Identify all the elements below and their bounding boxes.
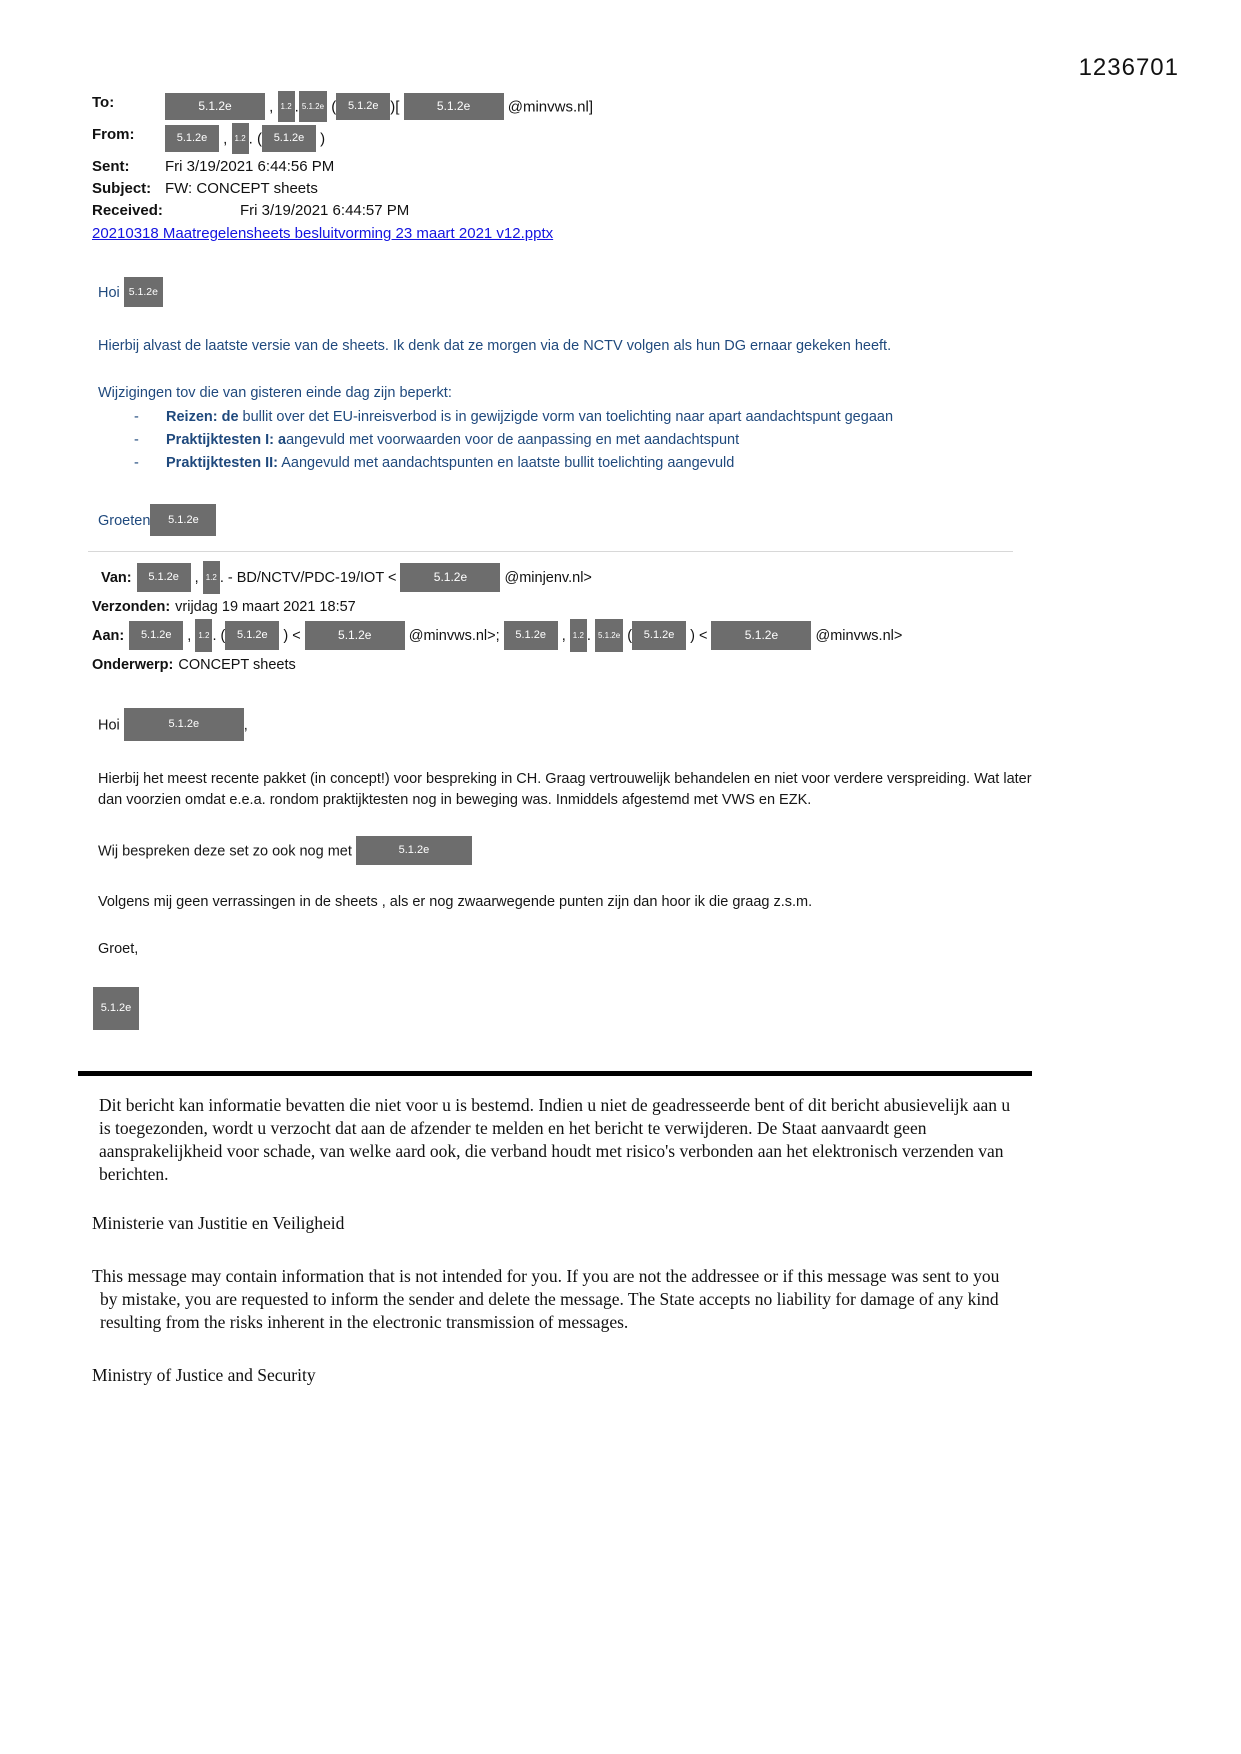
header-row-received <box>92 200 1241 221</box>
onderwerp-value: CONCEPT sheets <box>178 657 296 673</box>
header-text-fragment: @minvws.nl>; <box>404 628 504 645</box>
header-text-fragment: @minjenv.nl> <box>500 570 592 587</box>
closing-line <box>98 505 1038 537</box>
body-paragraph <box>98 837 1033 866</box>
received-label: Received: <box>92 202 163 219</box>
redaction-box: 5.1.2e <box>632 621 686 650</box>
header-text-fragment: . ( <box>212 628 226 645</box>
header-row-from <box>92 124 1241 155</box>
sent-label: Sent: <box>92 158 130 175</box>
ministry-name-dutch: Ministerie van Justitie en Veiligheid <box>92 1213 345 1233</box>
redaction-box: 5.1.2e <box>504 621 558 650</box>
changes-intro-line: Wijzigingen tov die van gisteren einde dag zijn beperkt: <box>98 385 452 401</box>
paragraph-text: Wij bespreken deze set zo ook nog met <box>98 843 356 860</box>
redaction-box: 5.1.2e <box>305 621 405 650</box>
header-text-fragment: , <box>183 628 196 645</box>
header-row-to <box>92 92 1241 123</box>
disclaimer-footer <box>92 1094 1241 1387</box>
email-body-inner <box>92 709 1033 1031</box>
redaction-box: 5.1.2e <box>124 277 163 307</box>
verzonden-value: vrijdag 19 maart 2021 18:57 <box>175 599 356 615</box>
header-text-fragment: . <box>586 628 595 645</box>
van-value <box>137 570 592 586</box>
bullet-bold-text: Praktijktesten II: <box>166 455 279 471</box>
section-divider <box>88 551 1013 552</box>
redaction-box: 5.1.2e <box>262 125 316 152</box>
body-paragraph: Volgens mij geen verrassingen in de sheets , als er nog zwaarwegende punten zijn dan hoor ik die graag z.s.m. <box>98 894 813 910</box>
redaction-box: 5.1.2e <box>400 563 500 592</box>
header-text-fragment: @minvws.nl> <box>811 628 903 645</box>
footer-rule <box>78 1071 1032 1076</box>
header-row-onderwerp <box>92 654 1241 677</box>
header-text-fragment: . ( <box>248 130 262 148</box>
redaction-box: 5.1.2e <box>165 93 265 120</box>
sent-value: Fri 3/19/2021 6:44:56 PM <box>165 158 335 175</box>
greeting-text: Hoi <box>98 284 124 301</box>
header-text-fragment: @minvws.nl] <box>503 98 593 116</box>
verzonden-label: Verzonden: <box>92 599 171 615</box>
redaction-box: 1.2 <box>570 619 587 652</box>
bullet-text: angevuld met voorwaarden voor de aanpassing en met aandachtspunt <box>286 432 740 448</box>
header-row-verzonden <box>92 596 1241 619</box>
header-text-fragment: ( <box>327 98 337 116</box>
header-text-fragment: . - BD/NCTV/PDC-19/IOT < <box>219 570 401 587</box>
disclaimer-english: This message may contain information that is not intended for you. If you are not the addressee or if this message was sent to you by mistake, you are requested to inform the sender and delete the message. The State accepts no liability for damage of any kind resulting from the risks inherent in the electronic transmission of messages. <box>92 1266 1000 1332</box>
aan-value <box>129 628 902 644</box>
received-value: Fri 3/19/2021 6:44:57 PM <box>240 202 410 219</box>
header-text-fragment: ) < <box>686 628 712 645</box>
subject-value: FW: CONCEPT sheets <box>165 180 318 197</box>
redaction-box: 1.2 <box>278 91 295 122</box>
closing-line: Groet, <box>98 941 139 957</box>
header-text-fragment: , <box>265 98 278 116</box>
email-header-outer <box>92 92 1241 244</box>
header-text-fragment: , <box>219 130 232 148</box>
header-text-fragment: )[ <box>390 98 404 116</box>
redaction-box: 5.1.2e <box>595 619 623 652</box>
redaction-box: 5.1.2e <box>404 93 504 120</box>
redaction-box: 1.2 <box>195 619 212 652</box>
greeting-text: Hoi <box>98 717 124 734</box>
greeting-line <box>98 278 1038 308</box>
redaction-box: 5.1.2e <box>356 836 472 865</box>
redaction-box: 5.1.2e <box>129 621 183 650</box>
redaction-box: 5.1.2e <box>124 708 244 741</box>
header-text-fragment: ( <box>623 628 633 645</box>
header-text-fragment: . <box>294 98 299 116</box>
bullet-bold-text: Praktijktesten I: a <box>166 432 287 448</box>
van-label: Van: <box>101 570 132 587</box>
from-label: From: <box>92 126 135 143</box>
header-row-subject <box>92 178 1241 199</box>
to-value <box>165 92 593 123</box>
header-text-fragment: ) < <box>279 628 305 645</box>
document-id-number: 1236701 <box>1078 54 1179 81</box>
bullet-item <box>98 406 1038 429</box>
bullet-text: bullit over det EU-inreisverbod is in gewijzigde vorm van toelichting naar apart aandachtspunt gegaan <box>238 409 894 425</box>
from-value <box>165 124 325 155</box>
header-text-fragment: , <box>557 628 570 645</box>
subject-label: Subject: <box>92 180 152 197</box>
email-body-outer <box>92 278 1038 537</box>
greeting-comma: , <box>243 717 248 734</box>
header-row-sent <box>92 156 1241 177</box>
redaction-box: 1.2 <box>203 561 220 594</box>
bullet-item <box>98 429 1038 452</box>
aan-label: Aan: <box>92 628 125 645</box>
bullet-item <box>98 452 1038 475</box>
header-row-aan <box>92 620 1241 653</box>
to-label: To: <box>92 94 115 111</box>
onderwerp-label: Onderwerp: <box>92 657 174 673</box>
body-paragraph: Hierbij alvast de laatste versie van de sheets. Ik denk dat ze morgen via de NCTV volgen als hun DG ernaar gekeken heeft. <box>98 338 892 354</box>
redaction-box: 5.1.2e <box>299 91 327 122</box>
body-paragraph: Hierbij het meest recente pakket (in concept!) voor bespreking in CH. Graag vertrouwelijk behandelen en niet voor verdere verspreiding. Wat later dan voorzien omdat e.e.a. rondom praktijktesten nog in beweging was. Inmiddels afgestemd met VWS en EZK. <box>98 771 1032 808</box>
bullet-text: Aangevuld met aandachtspunten en laatste bullit toelichting aangevuld <box>278 455 735 471</box>
greeting-line <box>98 709 1033 742</box>
disclaimer-dutch: Dit bericht kan informatie bevatten die niet voor u is bestemd. Indien u niet de geadresseerde bent of dit bericht abusievelijk aan u is toegezonden, wordt u verzocht dat aan de afzender te melden en het bericht te verwijderen. De Staat aanvaardt geen aansprakelijkheid voor schade, van welke aard ook, die verband houdt met risico's verbonden aan het elektronisch verzenden van berichten. <box>99 1095 1011 1184</box>
redaction-box: 5.1.2e <box>711 621 811 650</box>
header-row-van <box>92 562 1241 595</box>
redaction-box: 5.1.2e <box>225 621 279 650</box>
redaction-box: 5.1.2e <box>150 504 216 536</box>
ministry-name-english: Ministry of Justice and Security <box>92 1365 316 1385</box>
bullet-bold-text: Reizen: de <box>166 409 239 425</box>
email-header-inner <box>92 562 1241 677</box>
redaction-box: 1.2 <box>232 123 249 154</box>
redaction-box-signature: 5.1.2e <box>93 987 139 1030</box>
header-text-fragment: ) <box>315 130 326 148</box>
attachment-link[interactable]: 20210318 Maatregelensheets besluitvorming 23 maart 2021 v12.pptx <box>92 225 554 242</box>
closing-text: Groeten <box>98 512 151 529</box>
redaction-box: 5.1.2e <box>336 93 390 120</box>
redaction-box: 5.1.2e <box>165 125 219 152</box>
attachment-row <box>92 223 1241 244</box>
header-text-fragment: , <box>190 570 203 587</box>
redaction-box: 5.1.2e <box>137 563 191 592</box>
